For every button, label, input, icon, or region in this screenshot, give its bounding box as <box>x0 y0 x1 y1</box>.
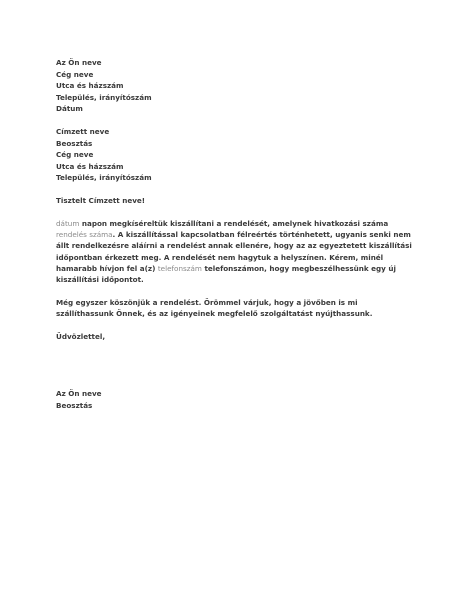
phone-placeholder: telefonszám <box>157 263 202 273</box>
sender-street: Utca és házszám <box>56 81 124 90</box>
signature-block <box>56 388 416 411</box>
recipient-title: Beosztás <box>56 138 93 148</box>
sender-city: Település, irányítószám <box>56 92 152 102</box>
paragraph-1-text-a: napon megkíséreltük kiszállítani a rendelését, amelynek hivatkozási száma <box>79 219 389 228</box>
paragraph-1-text-c: telefonszámon, hogy megbeszélhessünk egy új kiszállítási időpontot. <box>56 263 396 285</box>
sender-name: Az Ön neve <box>56 58 102 67</box>
closing: Üdvözlettel, <box>56 331 106 341</box>
date-placeholder: dátum <box>56 219 80 228</box>
recipient-name: Címzett neve <box>56 127 110 136</box>
salutation: Tisztelt Címzett neve! <box>56 196 146 205</box>
recipient-company: Cég neve <box>56 150 94 159</box>
recipient-address-block <box>56 126 416 184</box>
letter-date: Dátum <box>56 104 83 113</box>
body-paragraph-1 <box>56 218 416 285</box>
paragraph-1-text-b: . A kiszállítással kapcsolatban félreértés történhetett, ugyanis senki nem állt rendelkezésre aláírni a rendelést annak ellenére, hogy az az egyeztetett kiszállítási időpontban érkezett meg. A rendelését nem hagytuk a helyszínen. Kérem, minél hamarabb hívjon fel a(z) <box>56 230 412 273</box>
letter-body <box>56 57 416 411</box>
signature-name: Az Ön neve <box>56 389 102 399</box>
body-paragraph-2: Még egyszer köszönjük a rendelést. Örömmel várjuk, hogy a jövőben is mi szállíthassunk Önnek, és az igényeinek megfelelő szolgáltatást nyújthassunk. <box>56 297 373 318</box>
sender-company: Cég neve <box>56 69 94 79</box>
sender-address-block <box>56 57 416 115</box>
order-number-placeholder: rendelés száma <box>56 230 113 240</box>
recipient-city: Település, irányítószám <box>56 173 152 182</box>
signature-title: Beosztás <box>56 400 93 410</box>
recipient-street: Utca és házszám <box>56 161 124 171</box>
